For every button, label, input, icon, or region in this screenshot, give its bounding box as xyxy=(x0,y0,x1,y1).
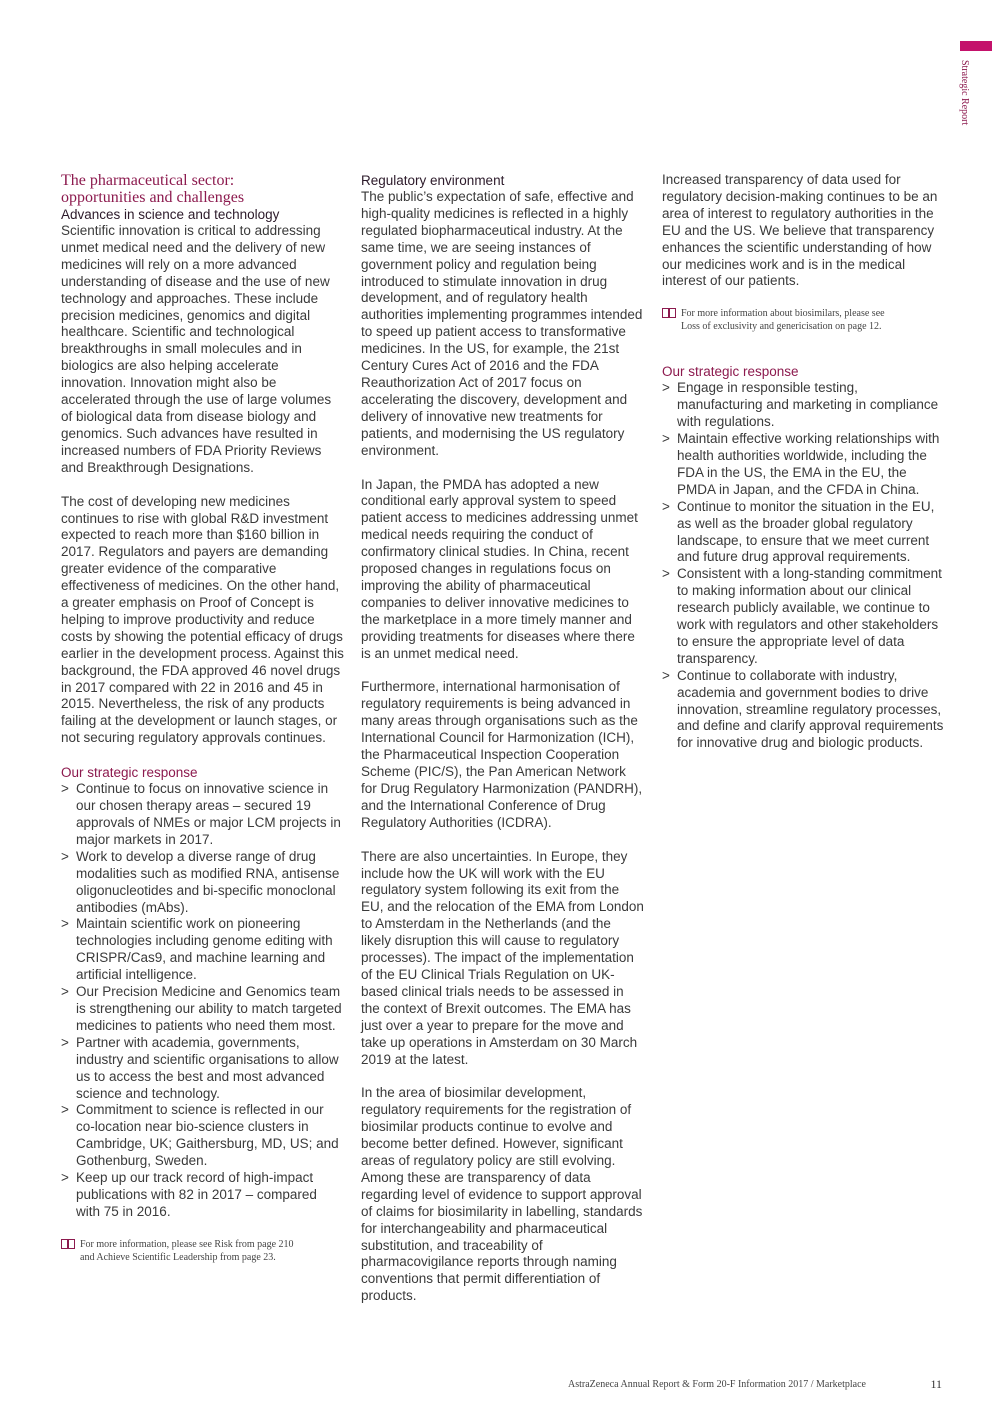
paragraph: The public’s expectation of safe, effective and high-quality medicines is reflected in a highly regulated biopharmaceutical industry. At the same time, we are seeing instances of government policy and regulation being introduced to stimulate innovation in drug development, and of regulatory health authorities implementing programmes intended to speed up patient access to transformative medicines. In the US, for example, the 21st Century Cures Act of 2016 and the FDA Reauthorization Act of 2017 focus on accelerating the discovery, development and delivery of innovative new treatments for patients, and modernising the US regulatory environment. xyxy=(361,189,643,458)
strategic-response-list xyxy=(61,781,344,1221)
note-line-1: For more information, please see Risk from page 210 xyxy=(80,1238,294,1250)
list-item: > Maintain scientific work on pioneering technologies including genome editing with CRISPR/Cas9, and machine learning and artificial intelligence. xyxy=(61,916,344,984)
note-line-1: For more information about biosimilars, please see xyxy=(681,308,885,320)
list-item: > Continue to focus on innovative science in our chosen therapy areas – secured 19 approvals of NMEs or major LCM projects in major markets in 2017. xyxy=(61,781,344,849)
page-number: 11 xyxy=(930,1377,942,1391)
list-item: > Maintain effective working relationships with health authorities worldwide, including the FDA in the US, the EMA in the EU, the PMDA in Japan, and the CFDA in China. xyxy=(662,431,947,499)
section-title-line-1: The pharmaceutical sector: xyxy=(61,172,235,189)
section-title xyxy=(61,172,344,206)
book-icon xyxy=(61,1239,75,1249)
strategic-response-list xyxy=(662,380,947,752)
list-item: > Continue to collaborate with industry, academia and government bodies to drive innovation, streamline regulatory processes, and define and clarify approval requirements for innovative drug and biologic products. xyxy=(662,668,947,753)
paragraph: In Japan, the PMDA has adopted a new conditional early approval system to speed patient access to medicines addressing unmet medical needs requiring the conduct of confirmatory clinical studies. In China, recent proposed changes in regulations focus on improving the ability of pharmaceutical companies to deliver innovative medicines to the marketplace in a more timely manner and providing treatments for diseases where there is an unmet medical need. xyxy=(361,476,638,661)
subheading-regulatory: Regulatory environment xyxy=(361,173,505,188)
book-icon xyxy=(662,308,676,318)
cross-reference-note xyxy=(61,1238,344,1264)
section-label: Strategic Report xyxy=(959,60,970,126)
subheading-science: Advances in science and technology xyxy=(61,207,280,222)
page-footer xyxy=(568,1379,942,1390)
list-item: > Commitment to science is reflected in our co-location near bio-science clusters in Cambridge, UK; Gaithersburg, MD, US; and Gothenburg, Sweden. xyxy=(61,1102,344,1170)
paragraph: Increased transparency of data used for regulatory decision-making continues to be an area of interest to regulatory authorities in the EU and the US. We believe that transparency enhances the scientific understanding of how our medicines work and is in the medical interest of our patients. xyxy=(662,172,938,289)
list-item: > Keep up our track record of high-impact publications with 82 in 2017 – compared with 75 in 2016. xyxy=(61,1170,344,1221)
section-title-line-2: opportunities and challenges xyxy=(61,189,245,206)
list-item: > Continue to monitor the situation in the EU, as well as the broader global regulatory landscape, to ensure that we meet current and future drug approval requirements. xyxy=(662,499,947,567)
list-item: > Work to develop a diverse range of drug modalities such as modified RNA, antisense oligonucleotides and bi-specific monoclonal antibodies (mAbs). xyxy=(61,849,344,917)
paragraph: Scientific innovation is critical to addressing unmet medical need and the delivery of new medicines will rely on a more advanced understanding of disease and the use of new technology and approaches. These include precision medicines, genomics and digital healthcare. Scientific and technological breakthroughs in small molecules and in biologics are also helping accelerate innovation. Innovation might also be accelerated through the use of large volumes of biological data from disease biology and genomics. Such advances have resulted in increased numbers of FDA Priority Reviews and Breakthrough Designations. xyxy=(61,223,332,475)
footer-text: AstraZeneca Annual Report & Form 20-F Information 2017 / Marketplace xyxy=(568,1379,866,1390)
strategic-response-heading: Our strategic response xyxy=(662,364,799,380)
cross-reference-note xyxy=(662,307,947,333)
paragraph: The cost of developing new medicines continues to rise with global R&D investment expected to reach more than $160 billion in 2017. Regulators and payers are demanding greater evidence of the comparative effectiveness of medicines. On the other hand, a greater emphasis on Proof of Concept is helping to improve productivity and reduce costs by showing the potential efficacy of drugs earlier in the development process. Against this background, the FDA approved 46 novel drugs in 2017 compared with 22 in 2016 and 45 in 2015. Nevertheless, the risk of any products failing at the development or launch stages, or not securing regulatory approvals continues. xyxy=(61,493,344,746)
section-tab-marker xyxy=(960,41,992,51)
note-line-2: and Achieve Scientific Leadership from page 23. xyxy=(80,1251,276,1263)
column-3 xyxy=(662,172,947,769)
list-item: > Engage in responsible testing, manufacturing and marketing in compliance with regulations. xyxy=(662,380,947,431)
column-1 xyxy=(61,172,344,1264)
paragraph: Furthermore, international harmonisation of regulatory requirements is being advanced in many areas through organisations such as the International Council for Harmonization (ICH), the Pharmaceutical Inspection Cooperation Scheme (PIC/S), the Pan American Network for Drug Regulatory Harmonization (PANDRH), and the International Conference of Drug Regulatory Authorities (ICDRA). xyxy=(361,679,643,830)
paragraph: There are also uncertainties. In Europe, they include how the UK will work with the EU regulatory system following its exit from the EU, and the relocation of the EMA from London to Amsterdam in the Netherlands (and the likely disruption this will cause to regulatory processes). The impact of the implementation of the EU Clinical Trials Regulation on UK-based clinical trials needs to be assessed in the context of Brexit outcomes. The EMA has just over a year to prepare for the move and take up operations in Amsterdam on 30 March 2019 at the latest. xyxy=(361,848,644,1067)
paragraph: In the area of biosimilar development, regulatory requirements for the registration of biosimilar products continue to evolve and become better defined. However, significant areas of regulatory policy are still evolving. Among these are transparency of data regarding level of evidence to support approval of claims for biosimilarity in labelling, standards for interchangeability and pharmaceutical substitution, and traceability of pharmacovigilance reports through naming conventions that permit differentiation of products. xyxy=(361,1085,643,1304)
note-line-2: Loss of exclusivity and genericisation on page 12. xyxy=(681,321,882,333)
list-item: > Partner with academia, governments, industry and scientific organisations to allow us to access the best and most advanced science and technology. xyxy=(61,1035,344,1103)
strategic-response-heading: Our strategic response xyxy=(61,765,198,781)
list-item: > Our Precision Medicine and Genomics team is strengthening our ability to match targeted medicines to patients who need them most. xyxy=(61,984,344,1035)
list-item: > Consistent with a long-standing commitment to making information about our clinical research publicly available, we continue to work with regulators and other stakeholders to ensure the appropriate level of data transparency. xyxy=(662,566,947,667)
column-2 xyxy=(361,172,644,1322)
